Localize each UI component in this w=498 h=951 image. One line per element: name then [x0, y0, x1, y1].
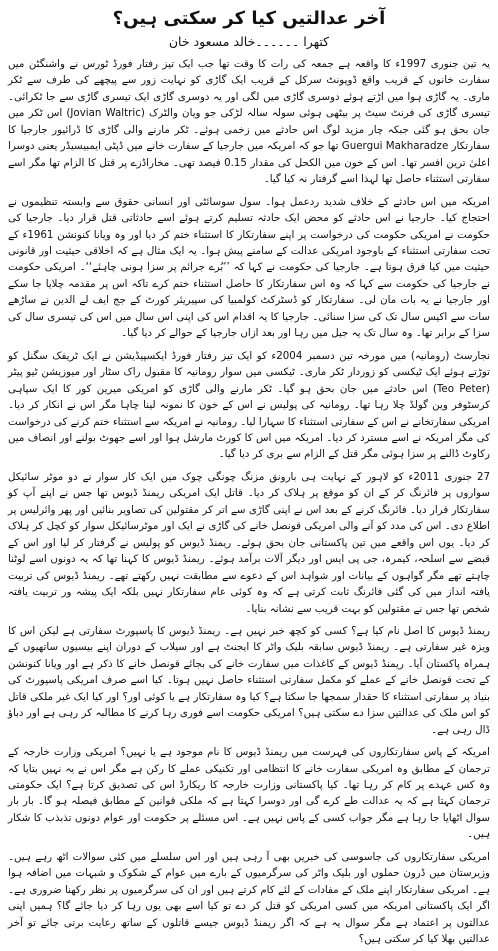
- article-body: [8, 56, 490, 948]
- article-paragraph: یہ تین جنوری 1997ء کا واقعہ ہے جمعہ کی رات کا وقت تھا جب ایک تیز رفتار فورڈ ٹورس نے واشنگٹن میں سفارت خانوں کے قریب واقع ڈوپونٹ سرکل کے قریب ایک گاڑی کو نہایت زور سے پیچھے کی طرف سے ٹکر ماری۔ یہ گاڑی ہوا میں اڑتے ہوئے دوسری گاڑی میں لگی اور یہ دوسری گاڑی ایک تیسری گاڑی سے جا ٹکرائی۔ تیسری گاڑی کی فرنٹ سیٹ پر بیٹھی ہوئی سولہ سالہ لڑکی جو ویان والٹرک (Jovian Waltric) اس ٹکر میں جان بحق ہو گئی جبکہ چار مزید لوگ اس حادثے میں زخمی ہوئے۔ ٹکر مارنے والی گاڑی کا ڈرائیور جارجیا کا سفارتکار Guergui Makharadze تھا جو کہ امریکہ میں جارجیا کے سفارت خانے میں ڈپٹی ایمبیسیڈر یعنی دوسرا اعلیٰ ترین افسر تھا۔ اس کے خون میں الکحل کی مقدار 0.15 فیصد تھی۔ مخاراڈزے پر قتل کا الزام تھا مگر اسے سفارتی استثناء حاصل تھا لہذا اسے گرفتار نہ کیا گیا۔: [8, 58, 491, 186]
- article-paragraph: ریمنڈ ڈیوس کا اصل نام کیا ہے؟ کسی کو کچھ خبر نہیں ہے۔ ریمنڈ ڈیوس کا پاسپورٹ سفارتی ہے لیکن اس کا ویزہ غیر سفارتی ہے۔ ریمنڈ ڈیوس سابقہ بلیک واٹر کا ایجنٹ ہے اور سیلاب کے دوران اپنے بیسیوں ساتھیوں کے ہمراہ پاکستان آیا۔ ریمنڈ ڈیوس کے کاغذات میں سفارت خانے کی بجائے قونصل خانے کا ذکر ہے اور ویانا کنونشن کے تحت قونصل خانے کے عملے کو مکمل سفارتی استثناء حاصل نہیں ہوتا۔ کیا اسے صرف امریکی پاسپورٹ کی بنیاد پر سفارتی استثناء کا حقدار سمجھا جا سکتا ہے؟ کیا وہ سفارتکار ہے یا کوئی اور؟ اور کیا ایک غیر ملکی قاتل کو اس ملک کی عدالتیں سزا دے سکتی ہیں؟ امریکی حکومت اسے فوری رہا کرنے کا مطالبہ کر رہی ہے اور دباؤ ڈال رہی ہے۔: [8, 624, 490, 736]
- article-byline: کتھرا ۔۔۔۔۔۔خالد مسعود خان: [168, 34, 330, 49]
- article-paragraph: امریکہ کے پاس سفارتکاروں کی فہرست میں ریمنڈ ڈیوس کا نام موجود ہے یا نہیں؟ امریکی وزارت خارجہ کے ترجمان کے مطابق وہ امریکی سفارت خانے کا انتظامی اور تکنیکی عملے کا رکن ہے مگر اس نے یہ نہیں بتایا کہ وہ کس عہدے پر کام کر رہا تھا۔ کیا پاکستانی وزارت خارجہ کا ریکارڈ اس کی تصدیق کرتا ہے؟ ایک حکومتی ترجمان کہتا ہے کہ یہ عدالت طے کرے گی اور دوسرا کہتا ہے کہ ملکی قوانین کے مطابق فیصلہ ہو گا۔ بار بار سوال اٹھایا جا رہا ہے مگر جواب کسی کے پاس نہیں ہے۔ اس مسئلے پر حکومت اور عوام دونوں تذبذب کا شکار ہیں۔: [8, 746, 490, 841]
- article-paragraph: امریکی سفارتکاروں کی جاسوسی کی خبریں بھی آ رہی ہیں اور اس سلسلے میں کئی سوالات اٹھ رہے ہیں۔ وزیرستان میں ڈرون حملوں اور بلیک واٹر کی سرگرمیوں کے بارے میں عوام کے شکوک و شبہات میں اضافہ ہوا ہے۔ امریکی سفارتکار اپنے ملک کے مفادات کے لئے کام کرتے ہیں اور ان کی سرگرمیوں پر نظر رکھنا ضروری ہے۔ اگر ایک پاکستانی امریکہ میں کسی امریکی کو قتل کر دے تو کیا اسے بھی یوں رہا کر دیا جائے گا؟ ہمیں اپنی عدالتوں پر اعتماد ہے مگر سوال یہ ہے کہ اگر ریمنڈ ڈیوس جیسے قاتلوں کے ساتھ رعایت برتی جائے تو آخر عدالتیں بھلا کیا کر سکتی ہیں؟: [8, 850, 490, 946]
- article-paragraph: امریکہ میں اس حادثے کے خلاف شدید ردعمل ہوا۔ سول سوسائٹی اور انسانی حقوق سے وابستہ تنظیموں نے احتجاج کیا۔ جارجیا نے اس حادثے کو محض ایک حادثہ تسلیم کرتے ہوئے اسے حادثاتی قتل قرار دیا۔ جارجیا کی حکومت نے امریکی حکومت کی درخواست پر اپنے سفارتکار کا استثناء ختم کر دیا اور وہ ویانا کنونشن 1961ء کے تحت سفارتی استثناء کے باوجود امریکی عدالت کے سامنے پیش ہوا۔ یہ ایک مثال ہے کہ اخلاقی حیثیت اور قانونی حیثیت میں کیا فرق ہوتا ہے۔ جارجیا کی حکومت نے کہا کہ ’’بُرے جرائم پر سزا ہونی چاہئے‘‘۔ امریکی حکومت نے جارجیا کی حکومت سے کہا کہ وہ اس سفارتکار کا حاصل استثناء ختم کرے تاکہ اس پر مقدمہ چلایا جا سکے اور جارجیا نے یہ بات مان لی۔ سفارتکار کو ڈسٹرکٹ کولمبیا کی سپیریئر کورٹ کے جج ایف لے الدین نے ساڑھے سات سے اکیس سال تک کی سزا سنائی۔ جارجیا کا یہ اقدام اس کی اپنی اس سال میں اس کی تیسری سال کی سزا کے برابر تھا۔ وہ سال تک یہ جیل میں رہا اور بعد ازاں جارجیا کے حوالے کر دیا گیا۔: [8, 195, 490, 340]
- article-title: آخر عدالتیں کیا کر سکتی ہیں؟: [112, 8, 386, 29]
- article-paragraph: نجارسٹ (رومانیہ) میں مورخہ تین دسمبر 2004ء کو ایک تیز رفتار فورڈ ایکسپیڈیشن نے ایک ٹریفک سگنل کو توڑتے ہوئے ایک ٹیکسی کو زوردار ٹکر ماری۔ ٹیکسی میں سوار رومانیہ کا مقبول راک سٹار اور میوزیشن ٹیو پیٹر (Teo Peter) اس حادثے میں جان بحق ہو گیا۔ ٹکر مارنے والی گاڑی کو امریکی میرین کور کا ایک سپاہی کرسٹوفر وین گولڈ چلا رہا تھا۔ رومانیہ کی پولیس نے اس کے خون کا نمونہ لینا چاہا مگر اس نے انکار کر دیا۔ امریکی سفارتخانے نے اس کے سفارتی استثناء کا سہارا لیا۔ رومانیہ نے امریکہ سے استثناء ختم کرنے کی درخواست کی مگر امریکہ نے اسے مسترد کر دیا۔ امریکہ میں اس کا کورٹ مارشل ہوا اور اسے جھوٹ بولنے اور انصاف میں رکاوٹ ڈالنے پر سزا ہوئی مگر قتل کے الزام سے بری کر دیا گیا۔: [8, 349, 491, 461]
- article-paragraph: 27 جنوری 2011ء کو لاہور کے نہایت ہی بارونق مزنگ چونگی چوک میں ایک کار سوار نے دو موٹر سائیکل سواروں پر فائرنگ کر کے ان کو موقع پر ہلاک کر دیا۔ قاتل ایک امریکی ریمنڈ ڈیوس تھا جس نے اپنے آپ کو سفارتکار قرار دیا۔ فائرنگ کرنے کے بعد اس نے اپنی گاڑی سے اتر کر مقتولین کی تصاویر بنائیں اور پھر وائرلیس پر اطلاع دی۔ اس کی مدد کو آنے والی امریکی قونصل خانے کی گاڑی نے ایک اور موٹرسائیکل سوار کو کچل کر ہلاک کر دیا۔ یوں اس واقعے میں تین پاکستانی جان بحق ہوئے۔ ریمنڈ ڈیوس کو پولیس نے گرفتار کر لیا اور اس کے قبضے سے اسلحہ، کیمرہ، جی پی ایس اور دیگر آلات برآمد ہوئے۔ ریمنڈ ڈیوس کا کہنا تھا کہ یہ دونوں اسے لوٹنا چاہتے تھے مگر گواہوں کے بیانات اور شواہد اس کے دعوے سے مطابقت نہیں رکھتے تھے۔ ریمنڈ ڈیوس کی تربیت یافتہ انداز میں کی گئی فائرنگ ثابت کرتی ہے کہ وہ کوئی عام سفارتکار نہیں بلکہ ایک پیشہ ور تربیت یافتہ شخص تھا جس نے مقتولین کو بہت قریب سے نشانہ بنایا۔: [8, 470, 491, 615]
